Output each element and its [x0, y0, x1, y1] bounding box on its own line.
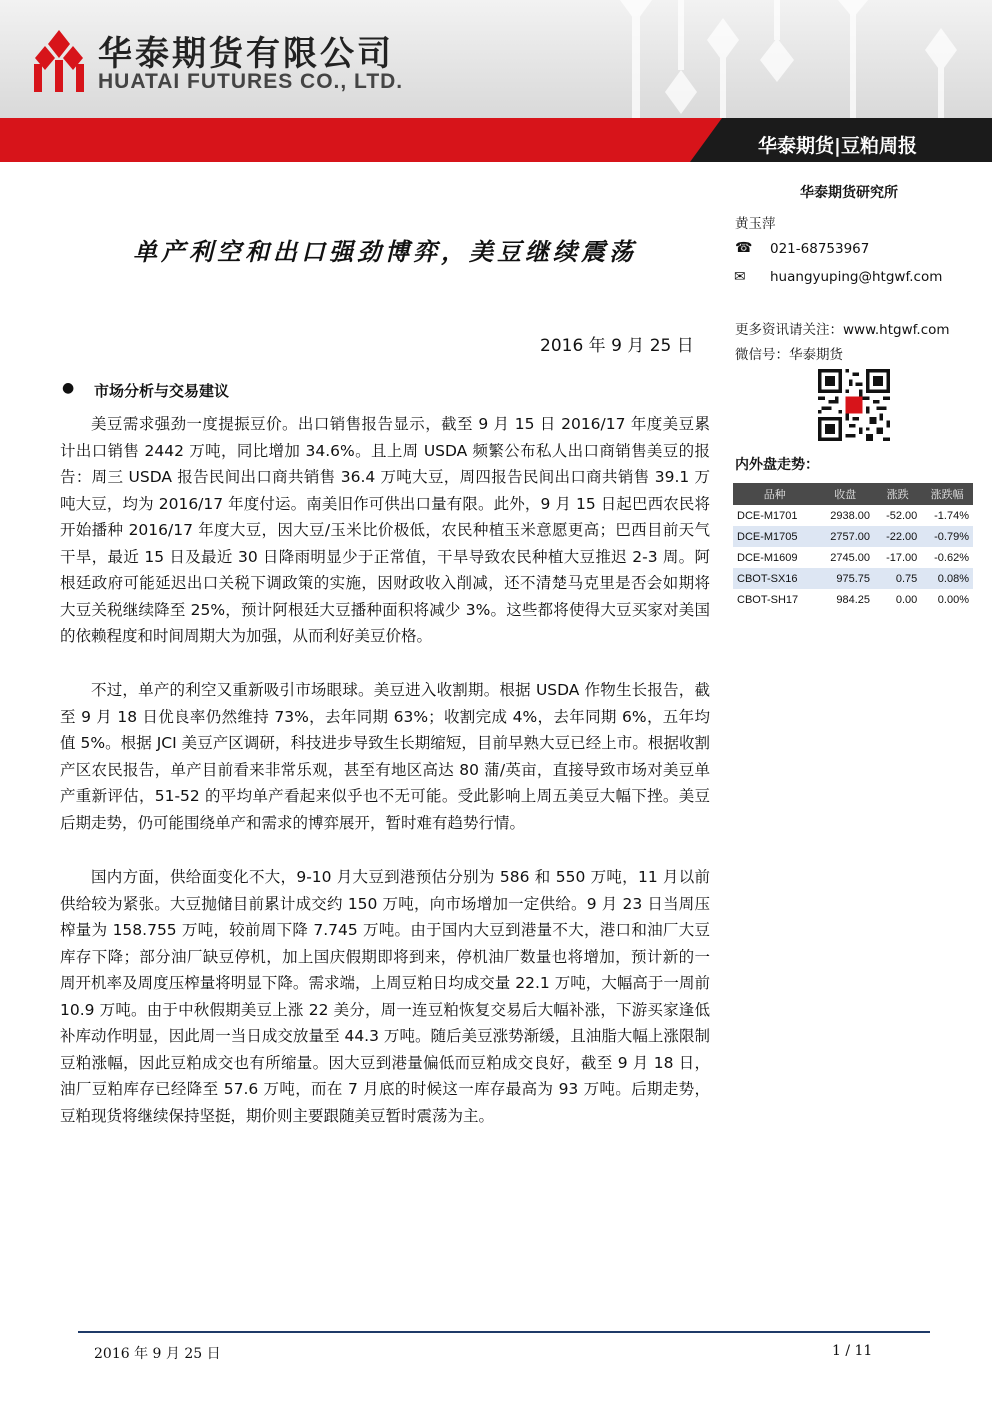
- table-cell: 975.75: [816, 568, 874, 589]
- company-logo: [30, 28, 88, 94]
- table-row: [733, 526, 973, 547]
- column-header: 品种: [733, 483, 816, 505]
- table-cell: -52.00: [886, 509, 918, 522]
- phone-icon: ☎: [735, 240, 753, 256]
- table-cell: 0.00%: [937, 593, 969, 606]
- table-cell: CBOT-SX16: [733, 568, 816, 589]
- table-header-row: [733, 483, 973, 505]
- table-cell: -22.00: [874, 526, 921, 547]
- body-paragraph: 国内方面，供给面变化不大，9-10 月大豆到港预估分别为 586 和 550 万吨，11 月以前供给较为紧张。大豆抛储目前累计成交约 150 万吨，向市场增加一定供给。9 月 23 日当周压榨量为 158.755 万吨，较前周下降 7.745 万吨。由于国内大豆到港量不大，港口和油厂大豆库存下降；部分油厂缺豆停机，加上国庆假期即将到来，停机油厂数量也将增加，预计新的一周开机率及周度压榨量将明显下降。需求端，上周豆粕日均成交量 22.1 万吨，大幅高于一周前 10.9 万吨。由于中秋假期美豆上涨 22 美分，周一连豆粕恢复交易后大幅补涨，下游买家逢低补库动作明显，因此周一当日成交放量至 44.3 万吨。随后美豆涨势渐缓，且油脂大幅上涨限制豆粕涨幅，因此豆粕成交也有所缩量。因大豆到港量偏低而豆粕成交良好，截至 9 月 18 日，油厂豆粕库存已经降至 57.6 万吨，而在 7 月底的时候这一库存最高为 93 万吨。后期走势，豆粕现货将继续保持坚挺，期价则主要跟随美豆暂时震荡为主。: [60, 868, 710, 1125]
- report-title: 单产利空和出口强劲博弈，美豆继续震荡: [133, 237, 637, 266]
- page-number: 1 / 11: [832, 1343, 873, 1359]
- table-cell: DCE-M1701: [737, 509, 798, 522]
- qr-code-image: [818, 369, 890, 441]
- email-icon: ✉: [734, 269, 746, 285]
- header-decoration: [560, 0, 992, 118]
- analyst-name: 黄玉萍: [735, 216, 776, 232]
- table-cell: -17.00: [886, 551, 918, 564]
- company-name-en: HUATAI FUTURES CO., LTD.: [98, 70, 404, 93]
- column-header: 收盘: [816, 483, 874, 505]
- analyst-email[interactable]: huangyuping@htgwf.com: [770, 269, 943, 285]
- footer-date: 2016 年 9 月 25 日: [94, 1346, 221, 1362]
- report-date: 2016 年 9 月 25 日: [540, 336, 694, 356]
- table-cell: 984.25: [836, 593, 870, 606]
- research-institute: 华泰期货研究所: [800, 185, 898, 201]
- table-cell: 2757.00: [816, 526, 874, 547]
- company-name-cn: 华泰期货有限公司: [98, 34, 394, 74]
- table-cell: -0.62%: [934, 551, 969, 564]
- website-info[interactable]: 更多资讯请关注：www.htgwf.com: [735, 322, 950, 338]
- table-cell: -0.79%: [921, 526, 973, 547]
- section-title: 市场分析与交易建议: [94, 382, 230, 400]
- column-header: 涨跌幅: [921, 483, 973, 505]
- table-row: [733, 547, 973, 568]
- table-row: [733, 505, 973, 526]
- table-row: [733, 568, 973, 589]
- market-table: [733, 483, 973, 610]
- table-cell: CBOT-SH17: [737, 593, 799, 606]
- table-cell: 0.08%: [921, 568, 973, 589]
- market-trend-heading: 内外盘走势：: [735, 457, 819, 473]
- table-cell: DCE-M1609: [737, 551, 798, 564]
- footer-divider: [78, 1331, 930, 1333]
- table-cell: 2938.00: [830, 509, 870, 522]
- table-cell: 0.75: [874, 568, 921, 589]
- table-row: [733, 589, 973, 610]
- table-cell: 0.00: [895, 593, 918, 606]
- wechat-info: 微信号：华泰期货: [735, 347, 843, 363]
- section-bullet: ●: [62, 380, 75, 396]
- table-cell: 2745.00: [830, 551, 870, 564]
- table-cell: -1.74%: [934, 509, 969, 522]
- body-paragraph: 不过，单产的利空又重新吸引市场眼球。美豆进入收割期。根据 USDA 作物生长报告，截至 9 月 18 日优良率仍然维持 73%，去年同期 63%；收割完成 4%，去年同期 6%，五年均值 5%。根据 JCI 美豆产区调研，科技进步导致生长期缩短，目前早熟大豆已经上市。根据收割产区农民报告，单产目前看来非常乐观，甚至有地区高达 80 蒲/英亩，直接导致市场对美豆单产重新评估，51-52 的平均单产看起来似乎也不无可能。受此影响上周五美豆大幅下挫。美豆后期走势，仍可能围绕单产和需求的博弈展开，暂时难有趋势行情。: [60, 681, 710, 832]
- column-header: 涨跌: [874, 483, 921, 505]
- analyst-phone: 021-68753967: [770, 241, 870, 257]
- table-cell: DCE-M1705: [733, 526, 816, 547]
- body-paragraph: 美豆需求强劲一度提振豆价。出口销售报告显示，截至 9 月 15 日 2016/17 年度美豆累计出口销售 2442 万吨，同比增加 34.6%。且上周 USDA 频繁公布私人出口商销售美豆的报告：周三 USDA 报告民间出口商共销售 36.4 万吨大豆，周四报告民间出口商共销售 39.1 万吨大豆，均为 2016/17 年度付运。南美旧作可供出口量有限。此外，9 月 15 日起巴西农民将开始播种 2016/17 年度大豆，因大豆/玉米比价极低，农民种植玉米意愿更高；巴西目前天气干旱，最近 15 日及最近 30 日降雨明显少于正常值，干旱导致农民种植大豆推迟 2-3 周。阿根廷政府可能延迟出口关税下调政策的实施，因财政收入削减，还不清楚马克里是否会如期将大豆关税继续降至 25%，预计阿根廷大豆播种面积将减少 3%。这些都将使得大豆买家对美国的依赖程度和时间周期大为加强，从而利好美豆价格。: [60, 415, 710, 645]
- report-type-tag: 华泰期货|豆粕周报: [758, 135, 917, 157]
